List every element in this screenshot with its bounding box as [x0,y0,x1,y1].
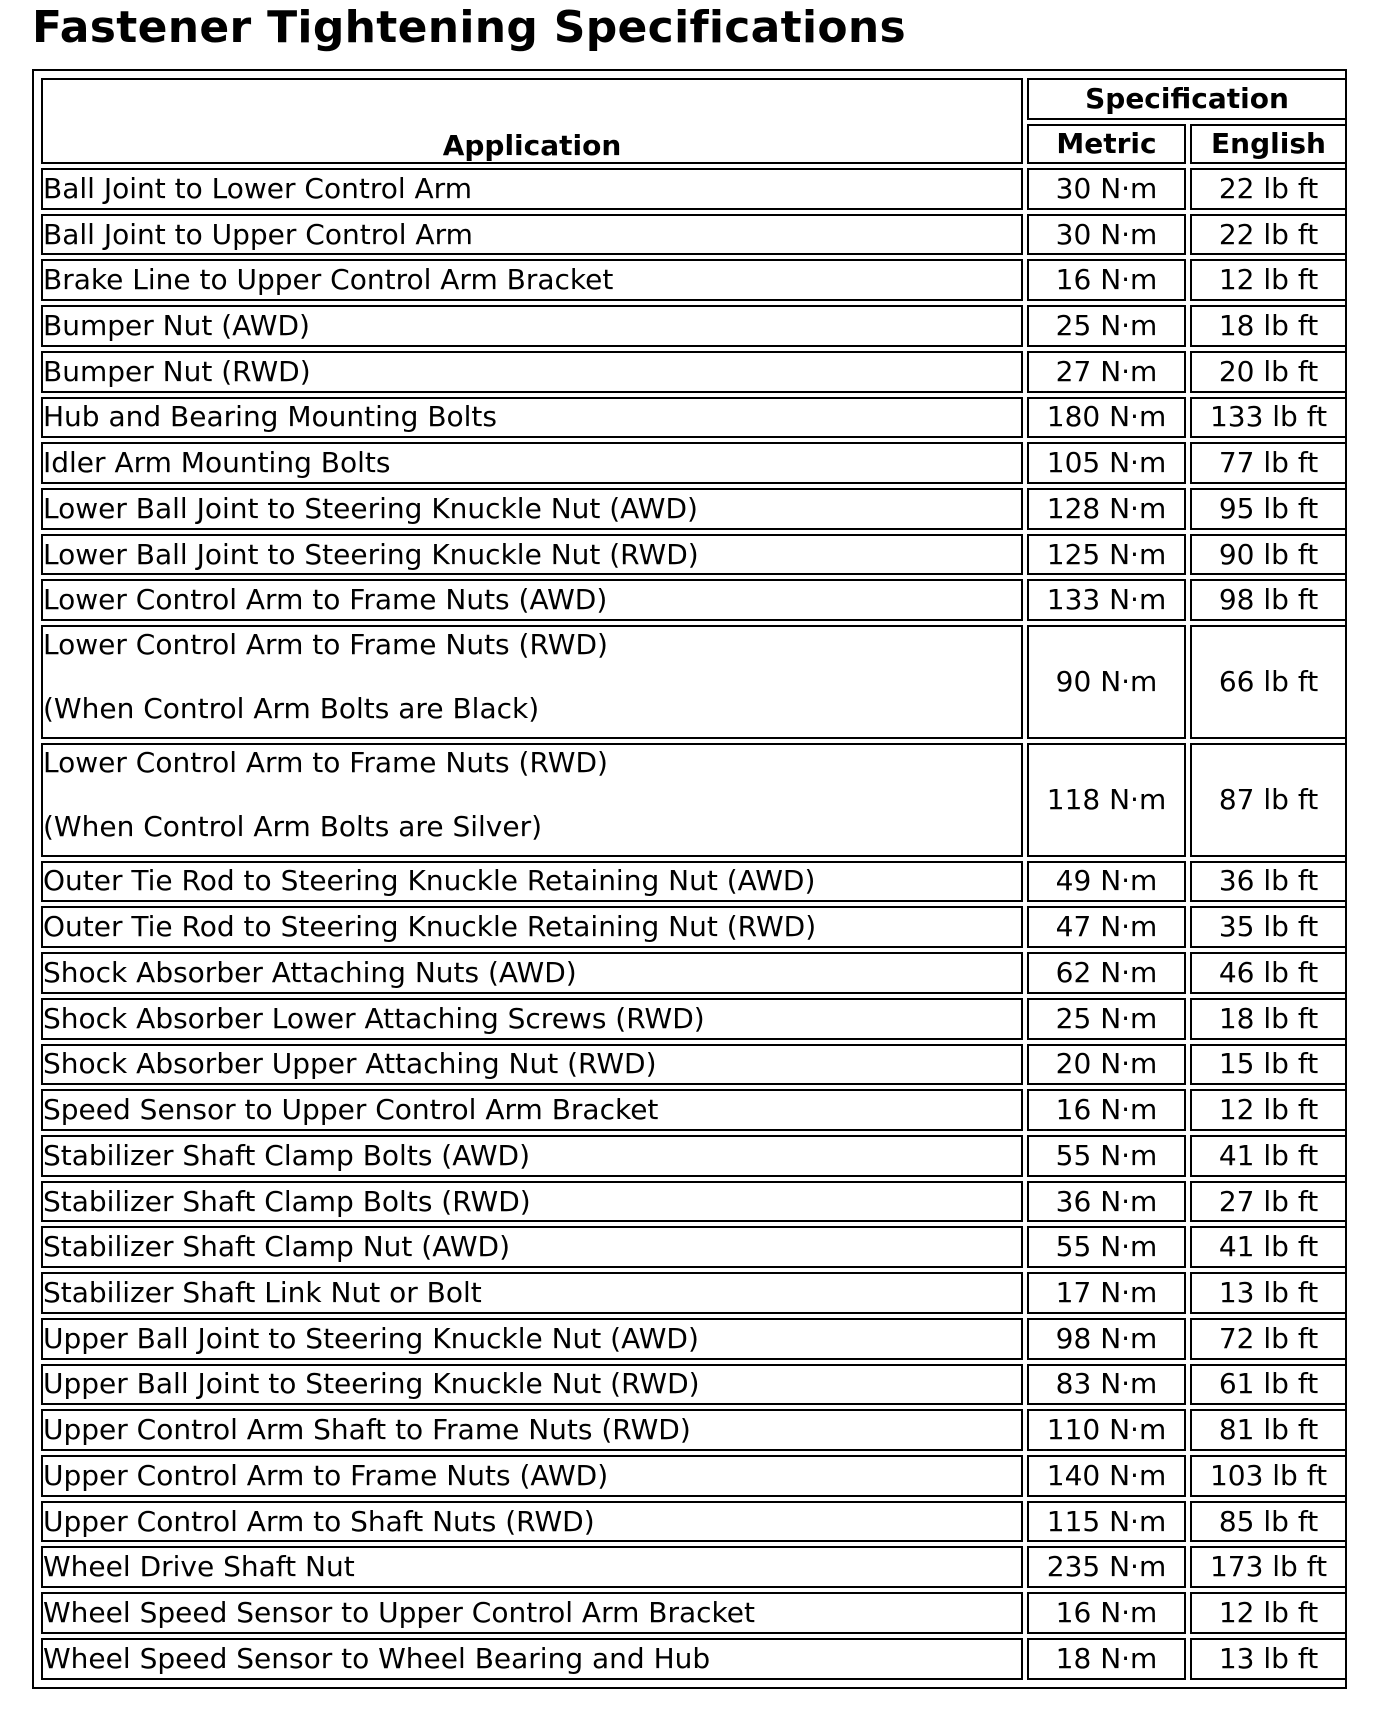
metric-cell: 30 N·m [1027,214,1186,256]
table-row [41,861,1347,903]
english-cell: 36 lb ft [1190,861,1347,903]
metric-cell: 110 N·m [1027,1409,1186,1451]
table-row [41,214,1347,256]
application-cell: Shock Absorber Attaching Nuts (AWD) [41,952,1023,994]
english-cell: 81 lb ft [1190,1409,1347,1451]
english-cell: 133 lb ft [1190,397,1347,439]
table-row [41,1181,1347,1223]
application-cell: Upper Control Arm Shaft to Frame Nuts (RWD) [41,1409,1023,1451]
application-cell: Shock Absorber Upper Attaching Nut (RWD) [41,1044,1023,1086]
application-cell: Ball Joint to Upper Control Arm [41,214,1023,256]
english-cell: 27 lb ft [1190,1181,1347,1223]
metric-cell: 118 N·m [1027,743,1186,857]
table-row [41,1638,1347,1680]
english-cell: 22 lb ft [1190,214,1347,256]
metric-header: Metric [1027,124,1186,164]
english-cell: 173 lb ft [1190,1546,1347,1588]
application-cell: Idler Arm Mounting Bolts [41,442,1023,484]
english-cell: 13 lb ft [1190,1272,1347,1314]
english-cell: 41 lb ft [1190,1135,1347,1177]
metric-cell: 25 N·m [1027,305,1186,347]
application-header: Application [41,78,1023,164]
application-cell: Outer Tie Rod to Steering Knuckle Retaining Nut (RWD) [41,906,1023,948]
english-cell: 95 lb ft [1190,488,1347,530]
application-note: (When Control Arm Bolts are Silver) [43,809,543,843]
application-cell: Upper Ball Joint to Steering Knuckle Nut (RWD) [41,1364,1023,1406]
application-cell [41,743,1023,857]
metric-cell: 20 N·m [1027,1044,1186,1086]
application-cell: Stabilizer Shaft Link Nut or Bolt [41,1272,1023,1314]
metric-cell: 98 N·m [1027,1318,1186,1360]
table-row [41,906,1347,948]
application-text: Lower Control Arm to Frame Nuts (RWD) [43,628,608,662]
table-row [41,1272,1347,1314]
table-row [41,625,1347,739]
table-row [41,579,1347,621]
specification-header: Specification [1027,78,1347,120]
table-row [41,1318,1347,1360]
table-row [41,534,1347,576]
english-cell: 90 lb ft [1190,534,1347,576]
english-cell: 22 lb ft [1190,168,1347,210]
table-row [41,168,1347,210]
table-row [41,1592,1347,1634]
metric-cell: 55 N·m [1027,1226,1186,1268]
table-row [41,1364,1347,1406]
english-cell: 12 lb ft [1190,1592,1347,1634]
english-cell: 66 lb ft [1190,625,1347,739]
application-cell: Wheel Speed Sensor to Wheel Bearing and Hub [41,1638,1023,1680]
application-cell: Bumper Nut (RWD) [41,351,1023,393]
english-cell: 87 lb ft [1190,743,1347,857]
english-cell: 15 lb ft [1190,1044,1347,1086]
metric-cell: 30 N·m [1027,168,1186,210]
metric-cell: 133 N·m [1027,579,1186,621]
metric-cell: 235 N·m [1027,1546,1186,1588]
table-row [41,1044,1347,1086]
english-cell: 18 lb ft [1190,998,1347,1040]
english-cell: 12 lb ft [1190,1089,1347,1131]
metric-cell: 25 N·m [1027,998,1186,1040]
english-cell: 12 lb ft [1190,259,1347,301]
page-title: Fastener Tightening Specifications [32,2,907,53]
header-row [41,78,1347,120]
table-row [41,442,1347,484]
metric-cell: 140 N·m [1027,1455,1186,1497]
application-cell: Speed Sensor to Upper Control Arm Bracket [41,1089,1023,1131]
metric-cell: 49 N·m [1027,861,1186,903]
english-cell: 46 lb ft [1190,952,1347,994]
application-cell: Stabilizer Shaft Clamp Nut (AWD) [41,1226,1023,1268]
metric-cell: 128 N·m [1027,488,1186,530]
table-row [41,743,1347,857]
metric-cell: 83 N·m [1027,1364,1186,1406]
application-cell: Upper Control Arm to Shaft Nuts (RWD) [41,1501,1023,1543]
metric-cell: 62 N·m [1027,952,1186,994]
table-row [41,488,1347,530]
english-cell: 85 lb ft [1190,1501,1347,1543]
application-cell: Outer Tie Rod to Steering Knuckle Retaining Nut (AWD) [41,861,1023,903]
application-cell: Shock Absorber Lower Attaching Screws (RWD) [41,998,1023,1040]
table-row [41,1226,1347,1268]
english-cell: 61 lb ft [1190,1364,1347,1406]
metric-cell: 18 N·m [1027,1638,1186,1680]
table-row [41,305,1347,347]
metric-cell: 16 N·m [1027,1089,1186,1131]
table-row [41,1546,1347,1588]
english-cell: 72 lb ft [1190,1318,1347,1360]
table-row [41,397,1347,439]
table-row [41,1089,1347,1131]
spec-table-body [41,168,1347,1680]
application-cell: Lower Ball Joint to Steering Knuckle Nut (AWD) [41,488,1023,530]
english-cell: 20 lb ft [1190,351,1347,393]
spec-table [37,74,1351,1684]
english-cell: 103 lb ft [1190,1455,1347,1497]
english-cell: 13 lb ft [1190,1638,1347,1680]
metric-cell: 125 N·m [1027,534,1186,576]
english-cell: 18 lb ft [1190,305,1347,347]
application-cell [41,625,1023,739]
application-cell: Upper Ball Joint to Steering Knuckle Nut (AWD) [41,1318,1023,1360]
metric-cell: 27 N·m [1027,351,1186,393]
english-cell: 98 lb ft [1190,579,1347,621]
table-row [41,998,1347,1040]
application-cell: Brake Line to Upper Control Arm Bracket [41,259,1023,301]
metric-cell: 115 N·m [1027,1501,1186,1543]
metric-cell: 90 N·m [1027,625,1186,739]
application-cell: Stabilizer Shaft Clamp Bolts (AWD) [41,1135,1023,1177]
application-cell: Upper Control Arm to Frame Nuts (AWD) [41,1455,1023,1497]
table-row [41,1501,1347,1543]
metric-cell: 36 N·m [1027,1181,1186,1223]
application-cell: Stabilizer Shaft Clamp Bolts (RWD) [41,1181,1023,1223]
table-row [41,259,1347,301]
application-cell: Wheel Drive Shaft Nut [41,1546,1023,1588]
table-row [41,1409,1347,1451]
application-cell: Hub and Bearing Mounting Bolts [41,397,1023,439]
metric-cell: 105 N·m [1027,442,1186,484]
application-cell: Wheel Speed Sensor to Upper Control Arm Bracket [41,1592,1023,1634]
table-row [41,351,1347,393]
english-header: English [1190,124,1347,164]
english-cell: 77 lb ft [1190,442,1347,484]
english-cell: 41 lb ft [1190,1226,1347,1268]
spec-table-frame [32,69,1347,1689]
metric-cell: 16 N·m [1027,1592,1186,1634]
table-row [41,952,1347,994]
metric-cell: 16 N·m [1027,259,1186,301]
table-row [41,1455,1347,1497]
application-note: (When Control Arm Bolts are Black) [43,692,540,726]
application-cell: Lower Ball Joint to Steering Knuckle Nut (RWD) [41,534,1023,576]
application-cell: Ball Joint to Lower Control Arm [41,168,1023,210]
application-text: Lower Control Arm to Frame Nuts (RWD) [43,745,608,779]
metric-cell: 180 N·m [1027,397,1186,439]
metric-cell: 47 N·m [1027,906,1186,948]
application-cell: Lower Control Arm to Frame Nuts (AWD) [41,579,1023,621]
metric-cell: 55 N·m [1027,1135,1186,1177]
metric-cell: 17 N·m [1027,1272,1186,1314]
table-row [41,1135,1347,1177]
english-cell: 35 lb ft [1190,906,1347,948]
application-cell: Bumper Nut (AWD) [41,305,1023,347]
